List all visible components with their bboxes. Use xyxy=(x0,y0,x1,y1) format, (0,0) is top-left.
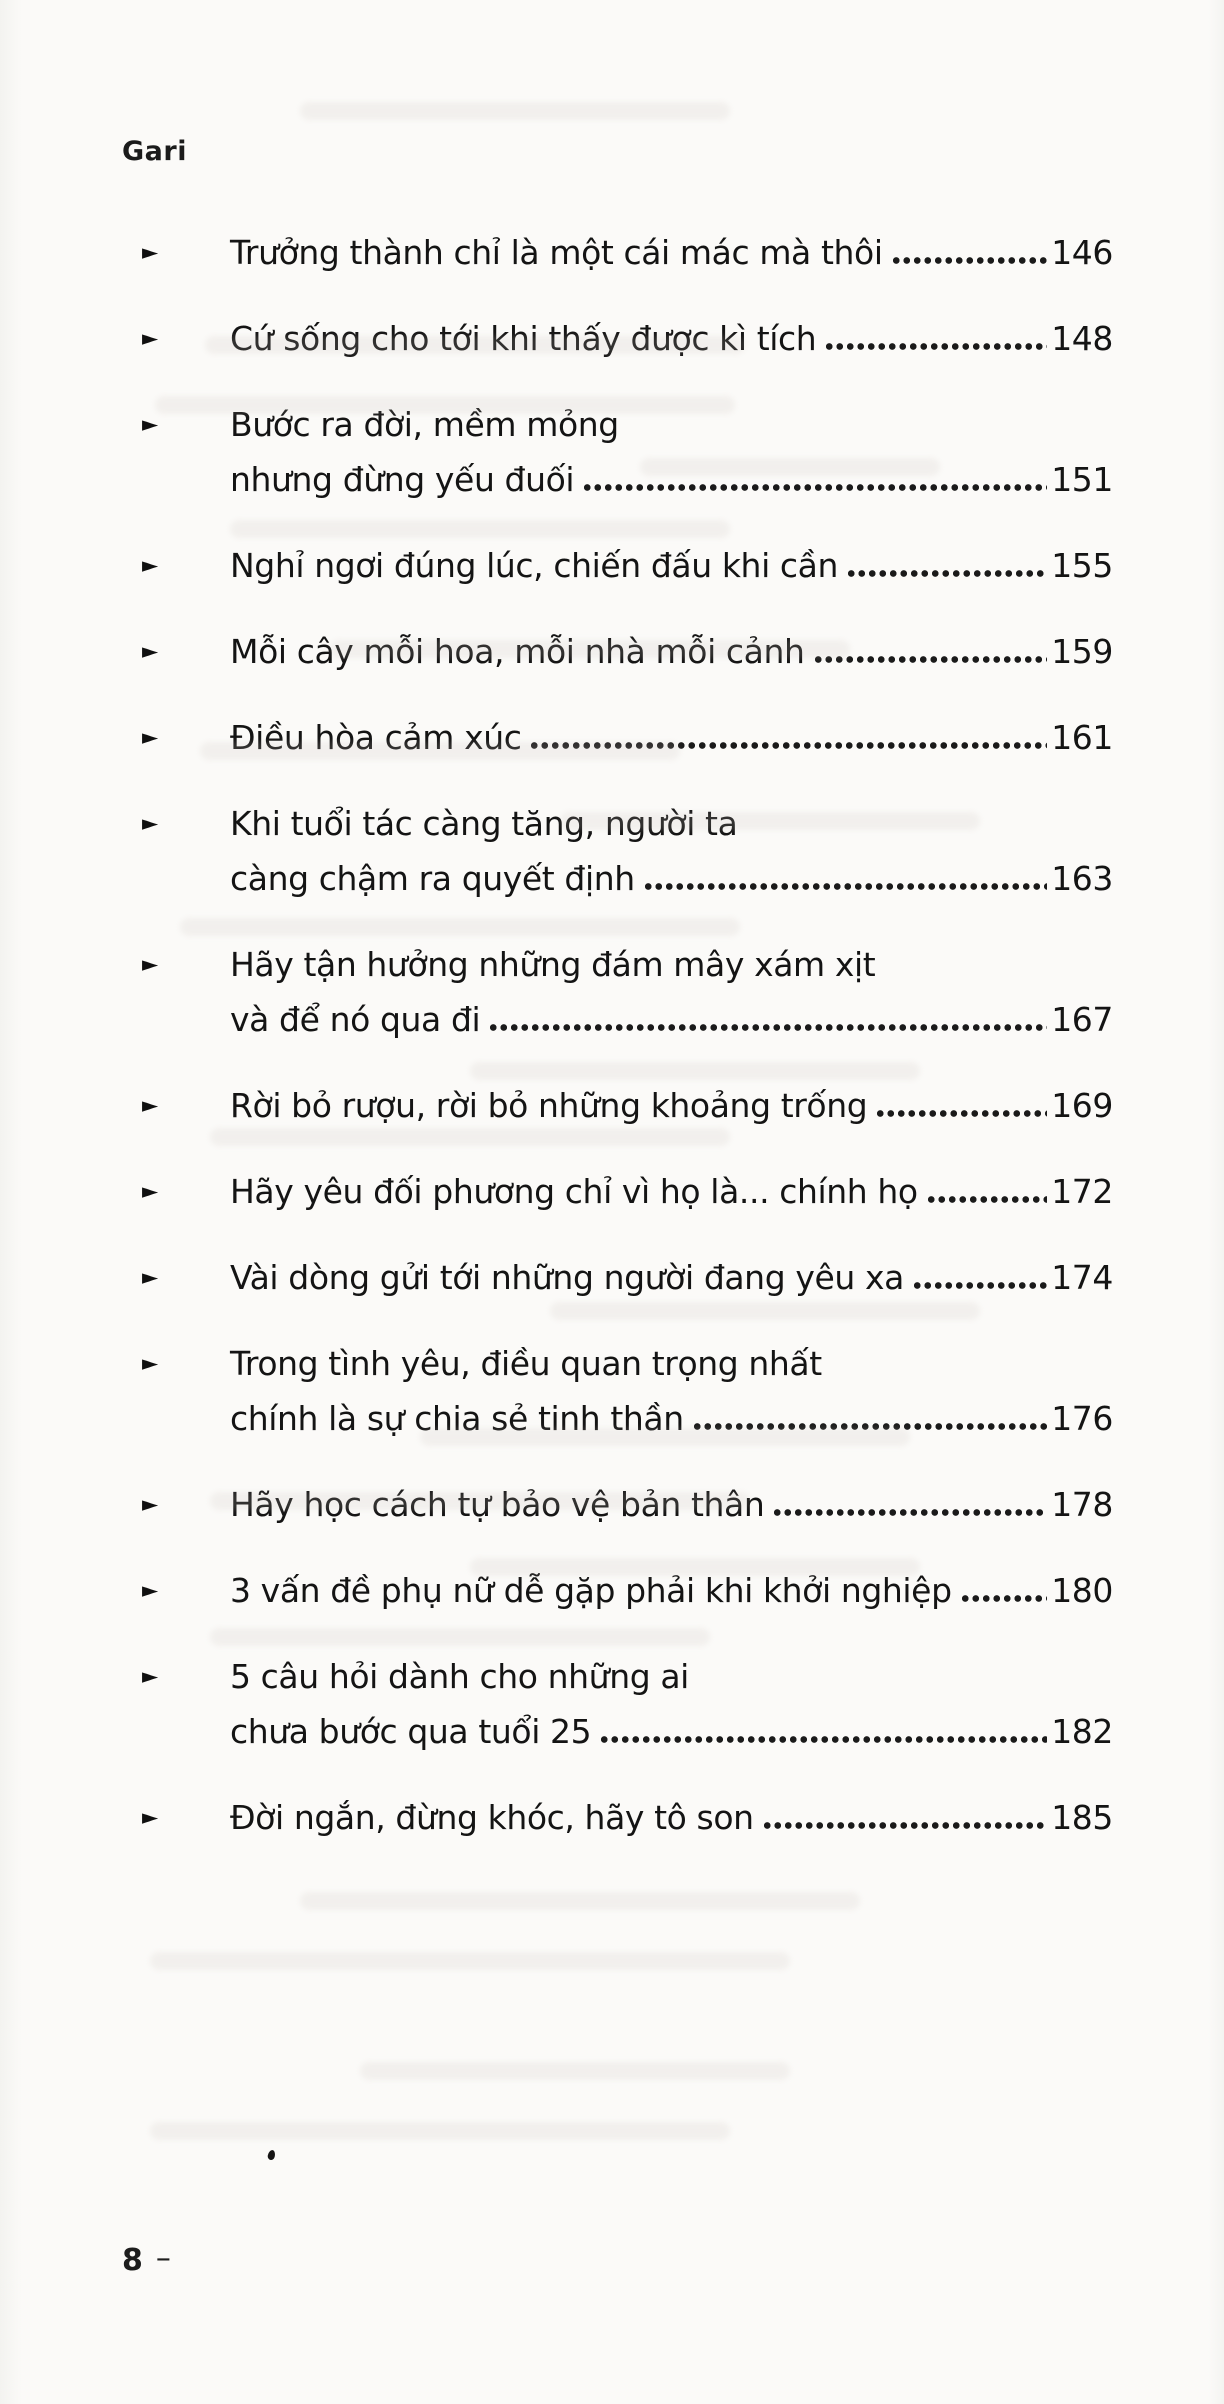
toc-page-number: 169 xyxy=(1051,1086,1113,1125)
toc-page-number: 174 xyxy=(1051,1258,1113,1297)
toc-page-number: 146 xyxy=(1051,233,1113,272)
toc-page-number: 148 xyxy=(1051,319,1113,358)
toc-entry xyxy=(142,1477,1113,1532)
dotted-leader xyxy=(875,1110,1047,1117)
bullet-arrow-icon: ► xyxy=(142,1492,159,1516)
toc-page-number: 180 xyxy=(1051,1571,1113,1610)
bullet-arrow-icon: ► xyxy=(142,1578,159,1602)
toc-entry-title: chính là sự chia sẻ tinh thần xyxy=(230,1399,684,1438)
toc-entry-title: và để nó qua đi xyxy=(230,1000,481,1039)
toc-page-number: 176 xyxy=(1051,1399,1113,1438)
toc-entry xyxy=(142,1250,1113,1305)
toc-entry-title-line: Trong tình yêu, điều quan trọng nhất xyxy=(230,1344,822,1383)
bullet-arrow-icon: ► xyxy=(142,553,159,577)
toc-entry xyxy=(142,538,1113,593)
dotted-leader xyxy=(488,1024,1047,1031)
bullet-arrow-icon: ► xyxy=(142,1664,159,1688)
bullet-arrow-icon: ► xyxy=(142,326,159,350)
dotted-leader xyxy=(599,1736,1047,1743)
toc-entry-title: nhưng đừng yếu đuối xyxy=(230,460,575,499)
toc-entry-title: Hãy học cách tự bảo vệ bản thân xyxy=(230,1485,765,1524)
bullet-arrow-icon: ► xyxy=(142,952,159,976)
dotted-leader xyxy=(926,1196,1047,1203)
dotted-leader xyxy=(846,570,1047,577)
toc-entry-title: Cứ sống cho tới khi thấy được kì tích xyxy=(230,319,817,358)
dotted-leader xyxy=(762,1822,1048,1829)
dotted-leader xyxy=(824,343,1047,350)
toc-entry-title: chưa bước qua tuổi 25 xyxy=(230,1712,592,1751)
bullet-arrow-icon: ► xyxy=(142,1351,159,1375)
toc-page-number: 159 xyxy=(1051,632,1113,671)
bleed-through-smudge xyxy=(150,1952,790,1970)
toc-page-number: 167 xyxy=(1051,1000,1113,1039)
toc-entry xyxy=(142,225,1113,280)
bleed-through-smudge xyxy=(300,1892,860,1910)
dotted-leader xyxy=(582,484,1047,491)
bullet-arrow-icon: ► xyxy=(142,240,159,264)
toc-entry xyxy=(142,937,1113,1047)
dotted-leader xyxy=(692,1423,1047,1430)
toc-page-number: 151 xyxy=(1051,460,1113,499)
dotted-leader xyxy=(912,1282,1047,1289)
bullet-arrow-icon: ► xyxy=(142,725,159,749)
toc-page-number: 172 xyxy=(1051,1172,1113,1211)
toc-entry xyxy=(142,397,1113,507)
bullet-arrow-icon: ► xyxy=(142,811,159,835)
toc-entry xyxy=(142,311,1113,366)
ink-speck xyxy=(267,2149,276,2160)
toc-entry-title: Điều hòa cảm xúc xyxy=(230,718,522,757)
bleed-through-smudge xyxy=(300,102,730,120)
toc-entry-title: Trưởng thành chỉ là một cái mác mà thôi xyxy=(230,233,883,272)
toc-entry xyxy=(142,1078,1113,1133)
toc-entry-title: Mỗi cây mỗi hoa, mỗi nhà mỗi cảnh xyxy=(230,632,805,671)
dotted-leader xyxy=(813,656,1048,663)
dotted-leader xyxy=(960,1595,1048,1602)
bullet-arrow-icon: ► xyxy=(142,1179,159,1203)
bullet-arrow-icon: ► xyxy=(142,1265,159,1289)
toc-page-number: 161 xyxy=(1051,718,1113,757)
toc-entry-title: Vài dòng gửi tới những người đang yêu xa xyxy=(230,1258,904,1297)
bullet-arrow-icon: ► xyxy=(142,412,159,436)
toc-entry-title: Nghỉ ngơi đúng lúc, chiến đấu khi cần xyxy=(230,546,839,585)
bullet-arrow-icon: ► xyxy=(142,639,159,663)
toc-entry xyxy=(142,1336,1113,1446)
toc-entry xyxy=(142,710,1113,765)
dotted-leader xyxy=(529,742,1047,749)
toc-page-number: 155 xyxy=(1051,546,1113,585)
toc-page-number: 178 xyxy=(1051,1485,1113,1524)
toc-entry-title: Rời bỏ rượu, rời bỏ những khoảng trống xyxy=(230,1086,868,1125)
toc-entry-title: Hãy yêu đối phương chỉ vì họ là... chính họ xyxy=(230,1172,918,1211)
toc-entry-title: càng chậm ra quyết định xyxy=(230,859,635,898)
toc-entry xyxy=(142,796,1113,906)
toc-entry-title-line: 5 câu hỏi dành cho những ai xyxy=(230,1657,689,1696)
bullet-arrow-icon: ► xyxy=(142,1093,159,1117)
dotted-leader xyxy=(643,883,1047,890)
page-number: 8 xyxy=(122,2243,143,2278)
page-footer xyxy=(122,2243,171,2278)
toc-list xyxy=(142,225,1113,1876)
bleed-through-smudge xyxy=(360,2062,790,2080)
toc-entry xyxy=(142,624,1113,679)
toc-entry xyxy=(142,1790,1113,1845)
toc-entry-title: Đời ngắn, đừng khóc, hãy tô son xyxy=(230,1798,754,1837)
bleed-through-smudge xyxy=(150,2122,730,2140)
dotted-leader xyxy=(772,1509,1047,1516)
bullet-arrow-icon: ► xyxy=(142,1805,159,1829)
dotted-leader xyxy=(891,257,1048,264)
toc-page-number: 182 xyxy=(1051,1712,1113,1751)
page-number-dash: – xyxy=(155,2241,171,2276)
toc-entry-title-line: Khi tuổi tác càng tăng, người ta xyxy=(230,804,738,843)
toc-entry-title-line: Bước ra đời, mềm mỏng xyxy=(230,405,619,444)
author-header: Gari xyxy=(122,136,187,167)
toc-entry-title: 3 vấn đề phụ nữ dễ gặp phải khi khởi nghiệp xyxy=(230,1571,952,1610)
toc-entry xyxy=(142,1563,1113,1618)
toc-entry xyxy=(142,1164,1113,1219)
toc-page-number: 185 xyxy=(1051,1798,1113,1837)
toc-entry xyxy=(142,1649,1113,1759)
toc-entry-title-line: Hãy tận hưởng những đám mây xám xịt xyxy=(230,945,876,984)
toc-page-number: 163 xyxy=(1051,859,1113,898)
